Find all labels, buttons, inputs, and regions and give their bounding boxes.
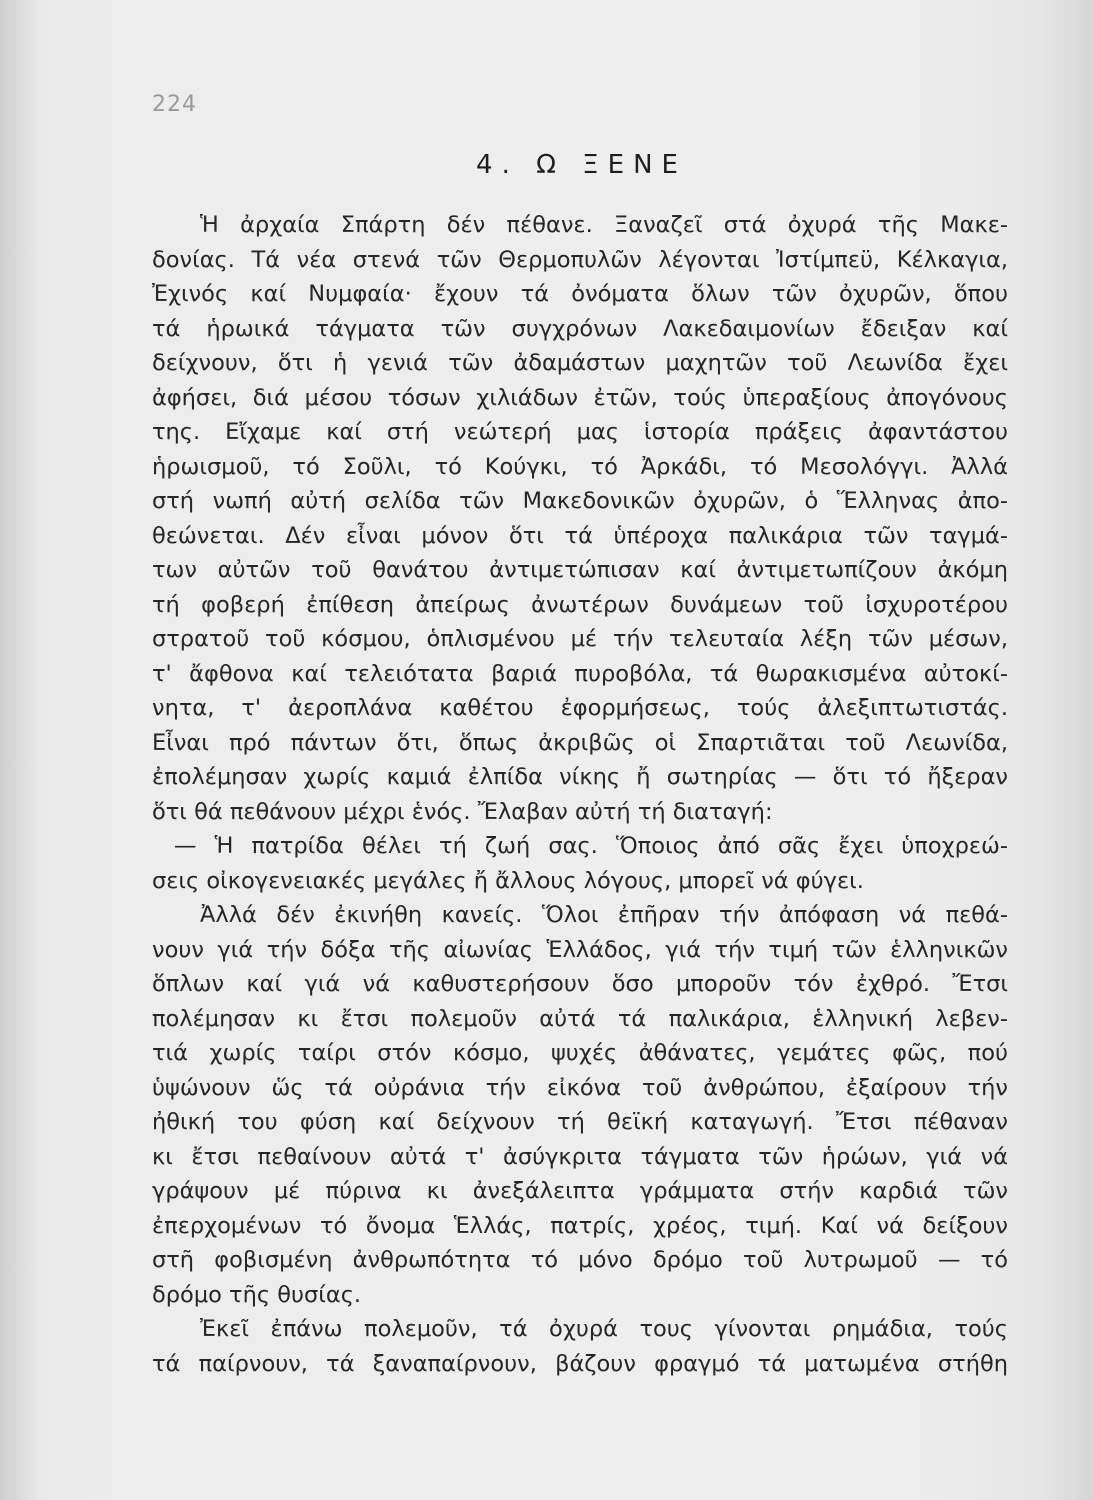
text-line: στρατοῦ τοῦ κόσμου, ὁπλισμένου μέ τήν τελευταία λέξη τῶν μέσων, [152, 626, 1008, 652]
text-line: — Ἡ πατρίδα θέλει τή ζωή σας. Ὅποιος ἀπό σᾶς ἔχει ὑποχρεώ- [174, 833, 1008, 859]
text-line: δρόμο τῆς θυσίας. [152, 1281, 362, 1308]
text-line: των αὐτῶν τοῦ θανάτου ἀντιμετώπισαν καί ἀντιμετωπίζουν ἀκόμη [152, 557, 1008, 583]
text-line: ἡρωισμοῦ, τό Σοῦλι, τό Κούγκι, τό Ἀρκάδι, τό Μεσολόγγι. Ἀλλά [152, 453, 1008, 480]
text-line: Ἀλλά δέν ἐκινήθη κανείς. Ὅλοι ἐπῆραν τήν ἀπόφαση νά πεθά- [200, 902, 1008, 928]
text-line: τά παίρνουν, τά ξαναπαίρνουν, βάζουν φραγμό τά ματωμένα στήθη [152, 1350, 1008, 1377]
body-text [152, 208, 1008, 1381]
text-line: ἠθική του φύση καί δείχνουν τή θεϊκή καταγωγή. Ἔτσι πέθαναν [152, 1109, 1008, 1135]
text-line: ἐπολέμησαν χωρίς καμιά ἐλπίδα νίκης ἤ σωτηρίας — ὅτι τό ἤξεραν [152, 764, 1008, 790]
text-line: δονίας. Τά νέα στενά τῶν Θερμοπυλῶν λέγονται Ἰστίμπεϋ, Κέλκαγια, [152, 246, 1008, 273]
text-line: ἀφήσει, διά μέσου τόσων χιλιάδων ἐτῶν, τούς ὑπεραξίους ἀπογόνους [152, 384, 1008, 411]
chapter-title: 4. Ω ΞΕΝΕ [476, 150, 687, 180]
text-line: θεώνεται. Δέν εἶναι μόνον ὅτι τά ὑπέροχα παλικάρια τῶν ταγμά- [152, 522, 1008, 549]
text-line: τή φοβερή ἐπίθεση ἀπείρως ἀνωτέρων δυνάμεων τοῦ ἰσχυροτέρου [152, 591, 1008, 618]
text-line: στή νωπή αὐτή σελίδα τῶν Μακεδονικῶν ὀχυρῶν, ὁ Ἕλληνας ἀπο- [152, 488, 1008, 514]
text-line: Ἐχινός καί Νυμφαία· ἔχουν τά ὀνόματα ὅλων τῶν ὀχυρῶν, ὅπου [152, 281, 1008, 307]
text-line: κι ἔτσι πεθαίνουν αὐτά τ' ἀσύγκριτα τάγματα τῶν ἡρώων, γιά νά [152, 1143, 1008, 1170]
text-line: Εἶναι πρό πάντων ὅτι, ὅπως ἀκριβῶς οἱ Σπαρτιᾶται τοῦ Λεωνίδα, [152, 729, 1008, 756]
text-line: τ' ἄφθονα καί τελειότατα βαριά πυροβόλα, τά θωρακισμένα αὐτοκί- [152, 660, 1008, 687]
text-line: ὅπλων καί γιά νά καθυστερήσουν ὅσο μποροῦν τόν ἐχθρό. Ἔτσι [152, 971, 1008, 997]
text-line: ἐπερχομένων τό ὄνομα Ἑλλάς, πατρίς, χρέος, τιμή. Καί νά δείξουν [152, 1212, 1008, 1239]
text-line: Ἡ ἀρχαία Σπάρτη δέν πέθανε. Ξαναζεῖ στά ὀχυρά τῆς Μακε- [200, 212, 1008, 238]
text-line: ὑψώνουν ὥς τά οὐράνια τήν εἰκόνα τοῦ ἀνθρώπου, ἐξαίρουν τήν [152, 1074, 1008, 1101]
text-line: σεις οἰκογενειακές μεγάλες ἤ ἄλλους λόγους, μπορεῖ νά φύγει. [152, 867, 864, 894]
text-line: νητα, τ' ἀεροπλάνα καθέτου ἐφορμήσεως, τούς ἀλεξιπτωτιστάς. [152, 695, 1008, 721]
page-number: 224 [152, 92, 197, 117]
text-line: τιά χωρίς ταίρι στόν κόσμο, ψυχές ἀθάνατες, γεμάτες φῶς, πού [152, 1040, 1008, 1066]
text-line: δείχνουν, ὅτι ἡ γενιά τῶν ἀδαμάστων μαχητῶν τοῦ Λεωνίδα ἔχει [152, 350, 1008, 376]
text-line: γράψουν μέ πύρινα κι ἀνεξάλειπτα γράμματα στήν καρδιά τῶν [152, 1178, 1008, 1204]
text-line: Ἐκεῖ ἐπάνω πολεμοῦν, τά ὀχυρά τους γίνονται ρημάδια, τούς [200, 1316, 1008, 1342]
text-line: της. Εἴχαμε καί στή νεώτερή μας ἱστορία πράξεις ἀφαντάστου [152, 419, 1008, 445]
text-line: πολέμησαν κι ἔτσι πολεμοῦν αὐτά τά παλικάρια, ἑλληνική λεβεν- [152, 1005, 1008, 1032]
text-line: νουν γιά τήν δόξα τῆς αἰωνίας Ἑλλάδος, γιά τήν τιμή τῶν ἑλληνικῶν [152, 936, 1008, 963]
text-line: ὅτι θά πεθάνουν μέχρι ἑνός. Ἔλαβαν αὐτή τή διαταγή: [152, 798, 773, 825]
text-line: τά ἡρωικά τάγματα τῶν συγχρόνων Λακεδαιμονίων ἔδειξαν καί [152, 315, 1008, 342]
text-line: στῆ φοβισμένη ἀνθρωπότητα τό μόνο δρόμο τοῦ λυτρωμοῦ — τό [152, 1247, 1008, 1273]
